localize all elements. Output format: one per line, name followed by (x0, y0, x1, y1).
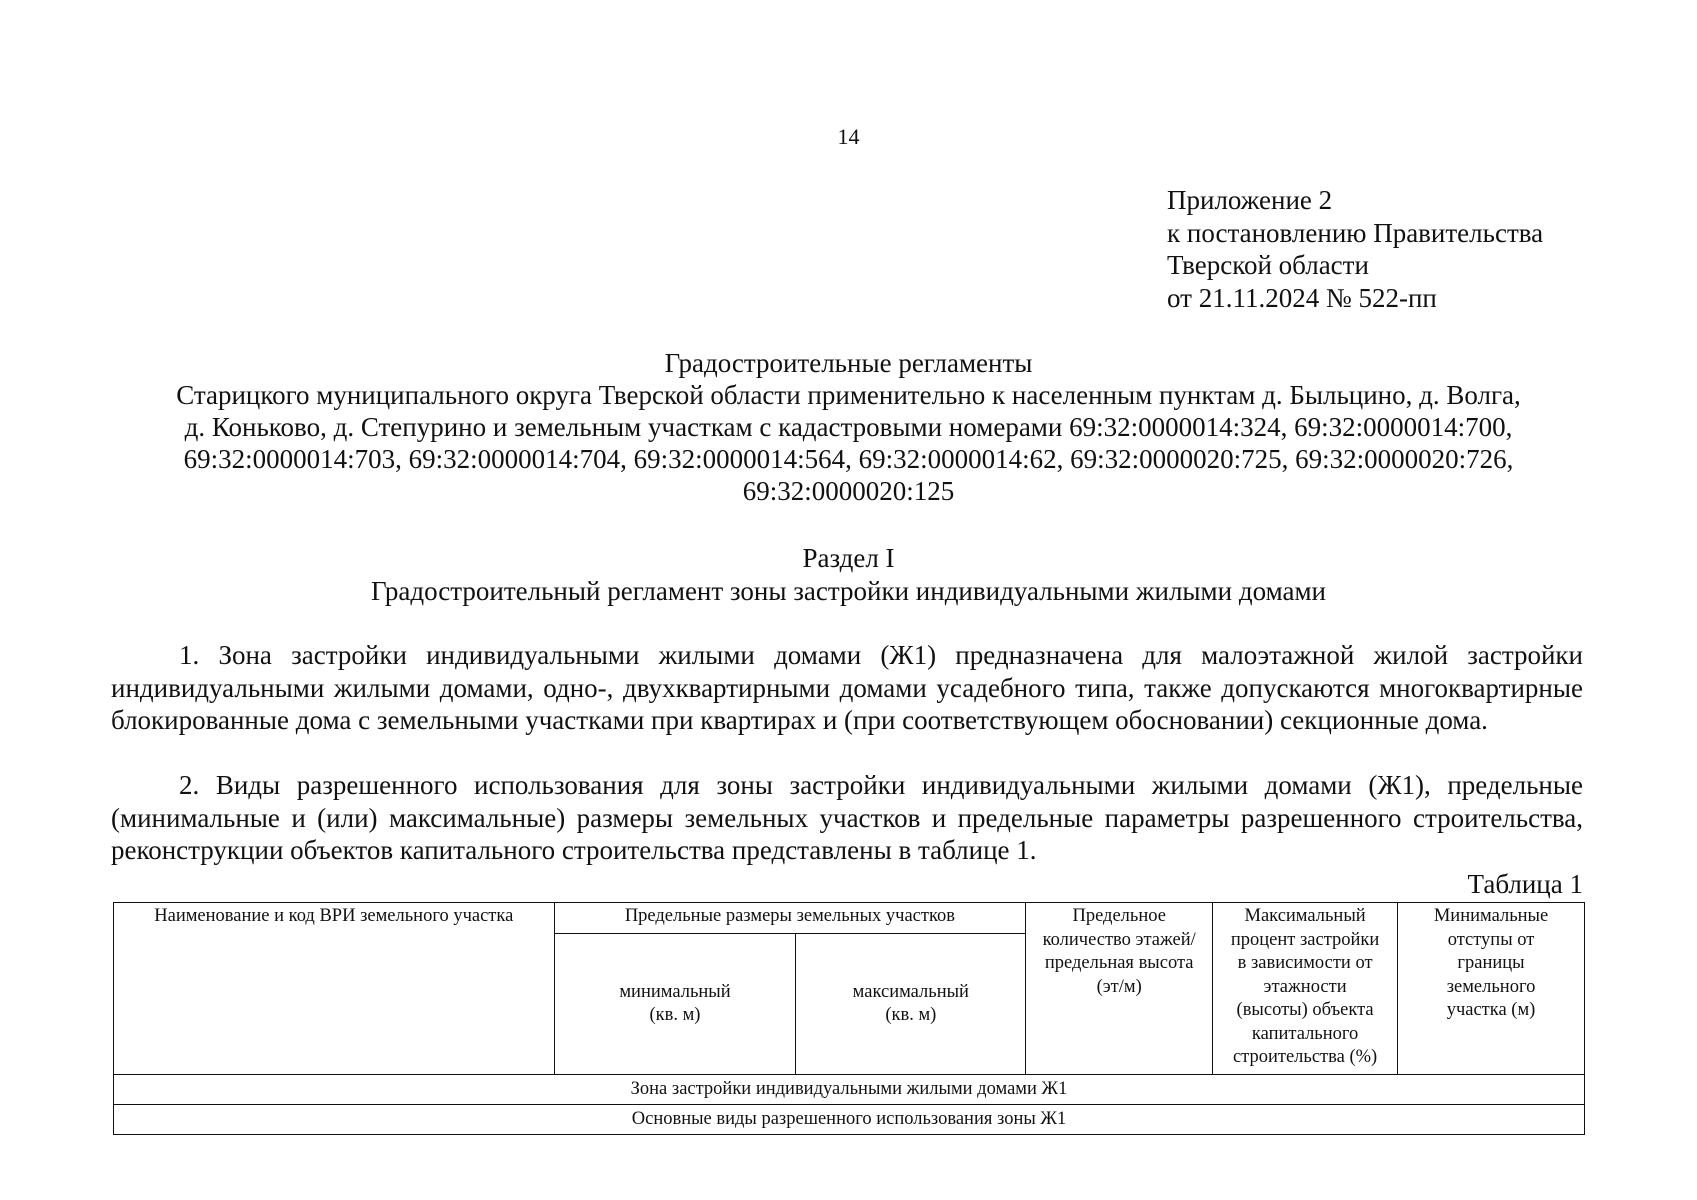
section-header (100, 542, 1597, 608)
title-line: 69:32:0000020:125 (742, 476, 955, 506)
header-vri-name: Наименование и код ВРИ земельного участка (114, 903, 555, 1075)
appendix-reference (1167, 184, 1543, 314)
header-plot-sizes: Предельные размеры земельных участков (554, 903, 1026, 934)
title-line: Старицкого муниципального округа Тверской области применительно к населенным пунктам д. Быльцино, д. Волга, (176, 380, 1521, 410)
appendix-line: к постановлению Правительства (1167, 217, 1544, 248)
appendix-line: Приложение 2 (1167, 185, 1333, 215)
document-title (100, 347, 1597, 507)
header-build-percent: Максимальный процент застройки в зависимости от этажности (высоты) объекта капитального строительства (%) (1213, 903, 1398, 1075)
table-label: Таблица 1 (1467, 869, 1583, 899)
section-heading: Раздел I (802, 543, 895, 573)
paragraph-2: 2. Виды разрешенного использования для зоны застройки индивидуальными жилыми домами (Ж1), предельные (минимальные и (или) максимальные) размеры земельных участков и предельные параметры разрешенного строительства, реконструкции объектов капитального строительства представлены в таблице 1. (111, 770, 1583, 865)
header-floors-height: Предельное количество этажей/ предельная высота (эт/м) (1026, 903, 1213, 1075)
table-row: Зона застройки индивидуальными жилыми домами Ж1 (114, 1075, 1585, 1105)
paragraph-1: 1. Зона застройки индивидуальными жилыми домами (Ж1) предназначена для малоэтажной жилой застройки индивидуальными жилыми домами, одно-, двухквартирными домами усадебного типа, также допускаются многоквартирные блокированные дома с земельными участками при квартирах и (при соответствующем обосновании) секционные дома. (111, 640, 1583, 735)
table-row: Основные виды разрешенного использования зоны Ж1 (114, 1105, 1585, 1135)
header-min-size: минимальный (кв. м) (554, 934, 796, 1075)
header-max-size: максимальный (кв. м) (796, 934, 1026, 1075)
title-line: Градостроительные регламенты (664, 348, 1033, 378)
page-number: 14 (837, 124, 860, 149)
title-line: д. Коньково, д. Степурино и земельным участкам с кадастровыми номерами 69:32:0000014:324, 69:32:0000014:700, (184, 412, 1513, 442)
section-subheading: Градостроительный регламент зоны застройки индивидуальными жилыми домами (370, 576, 1326, 606)
title-line: 69:32:0000014:703, 69:32:0000014:704, 69:32:0000014:564, 69:32:0000014:62, 69:32:0000020:725, 69:32:0000020:726, (183, 444, 1514, 474)
regulation-table (113, 902, 1585, 1135)
appendix-line: от 21.11.2024 № 522-пп (1167, 282, 1437, 313)
appendix-line: Тверской области (1167, 250, 1369, 280)
header-setbacks: Минимальные отступы от границы земельного участка (м) (1398, 903, 1585, 1075)
